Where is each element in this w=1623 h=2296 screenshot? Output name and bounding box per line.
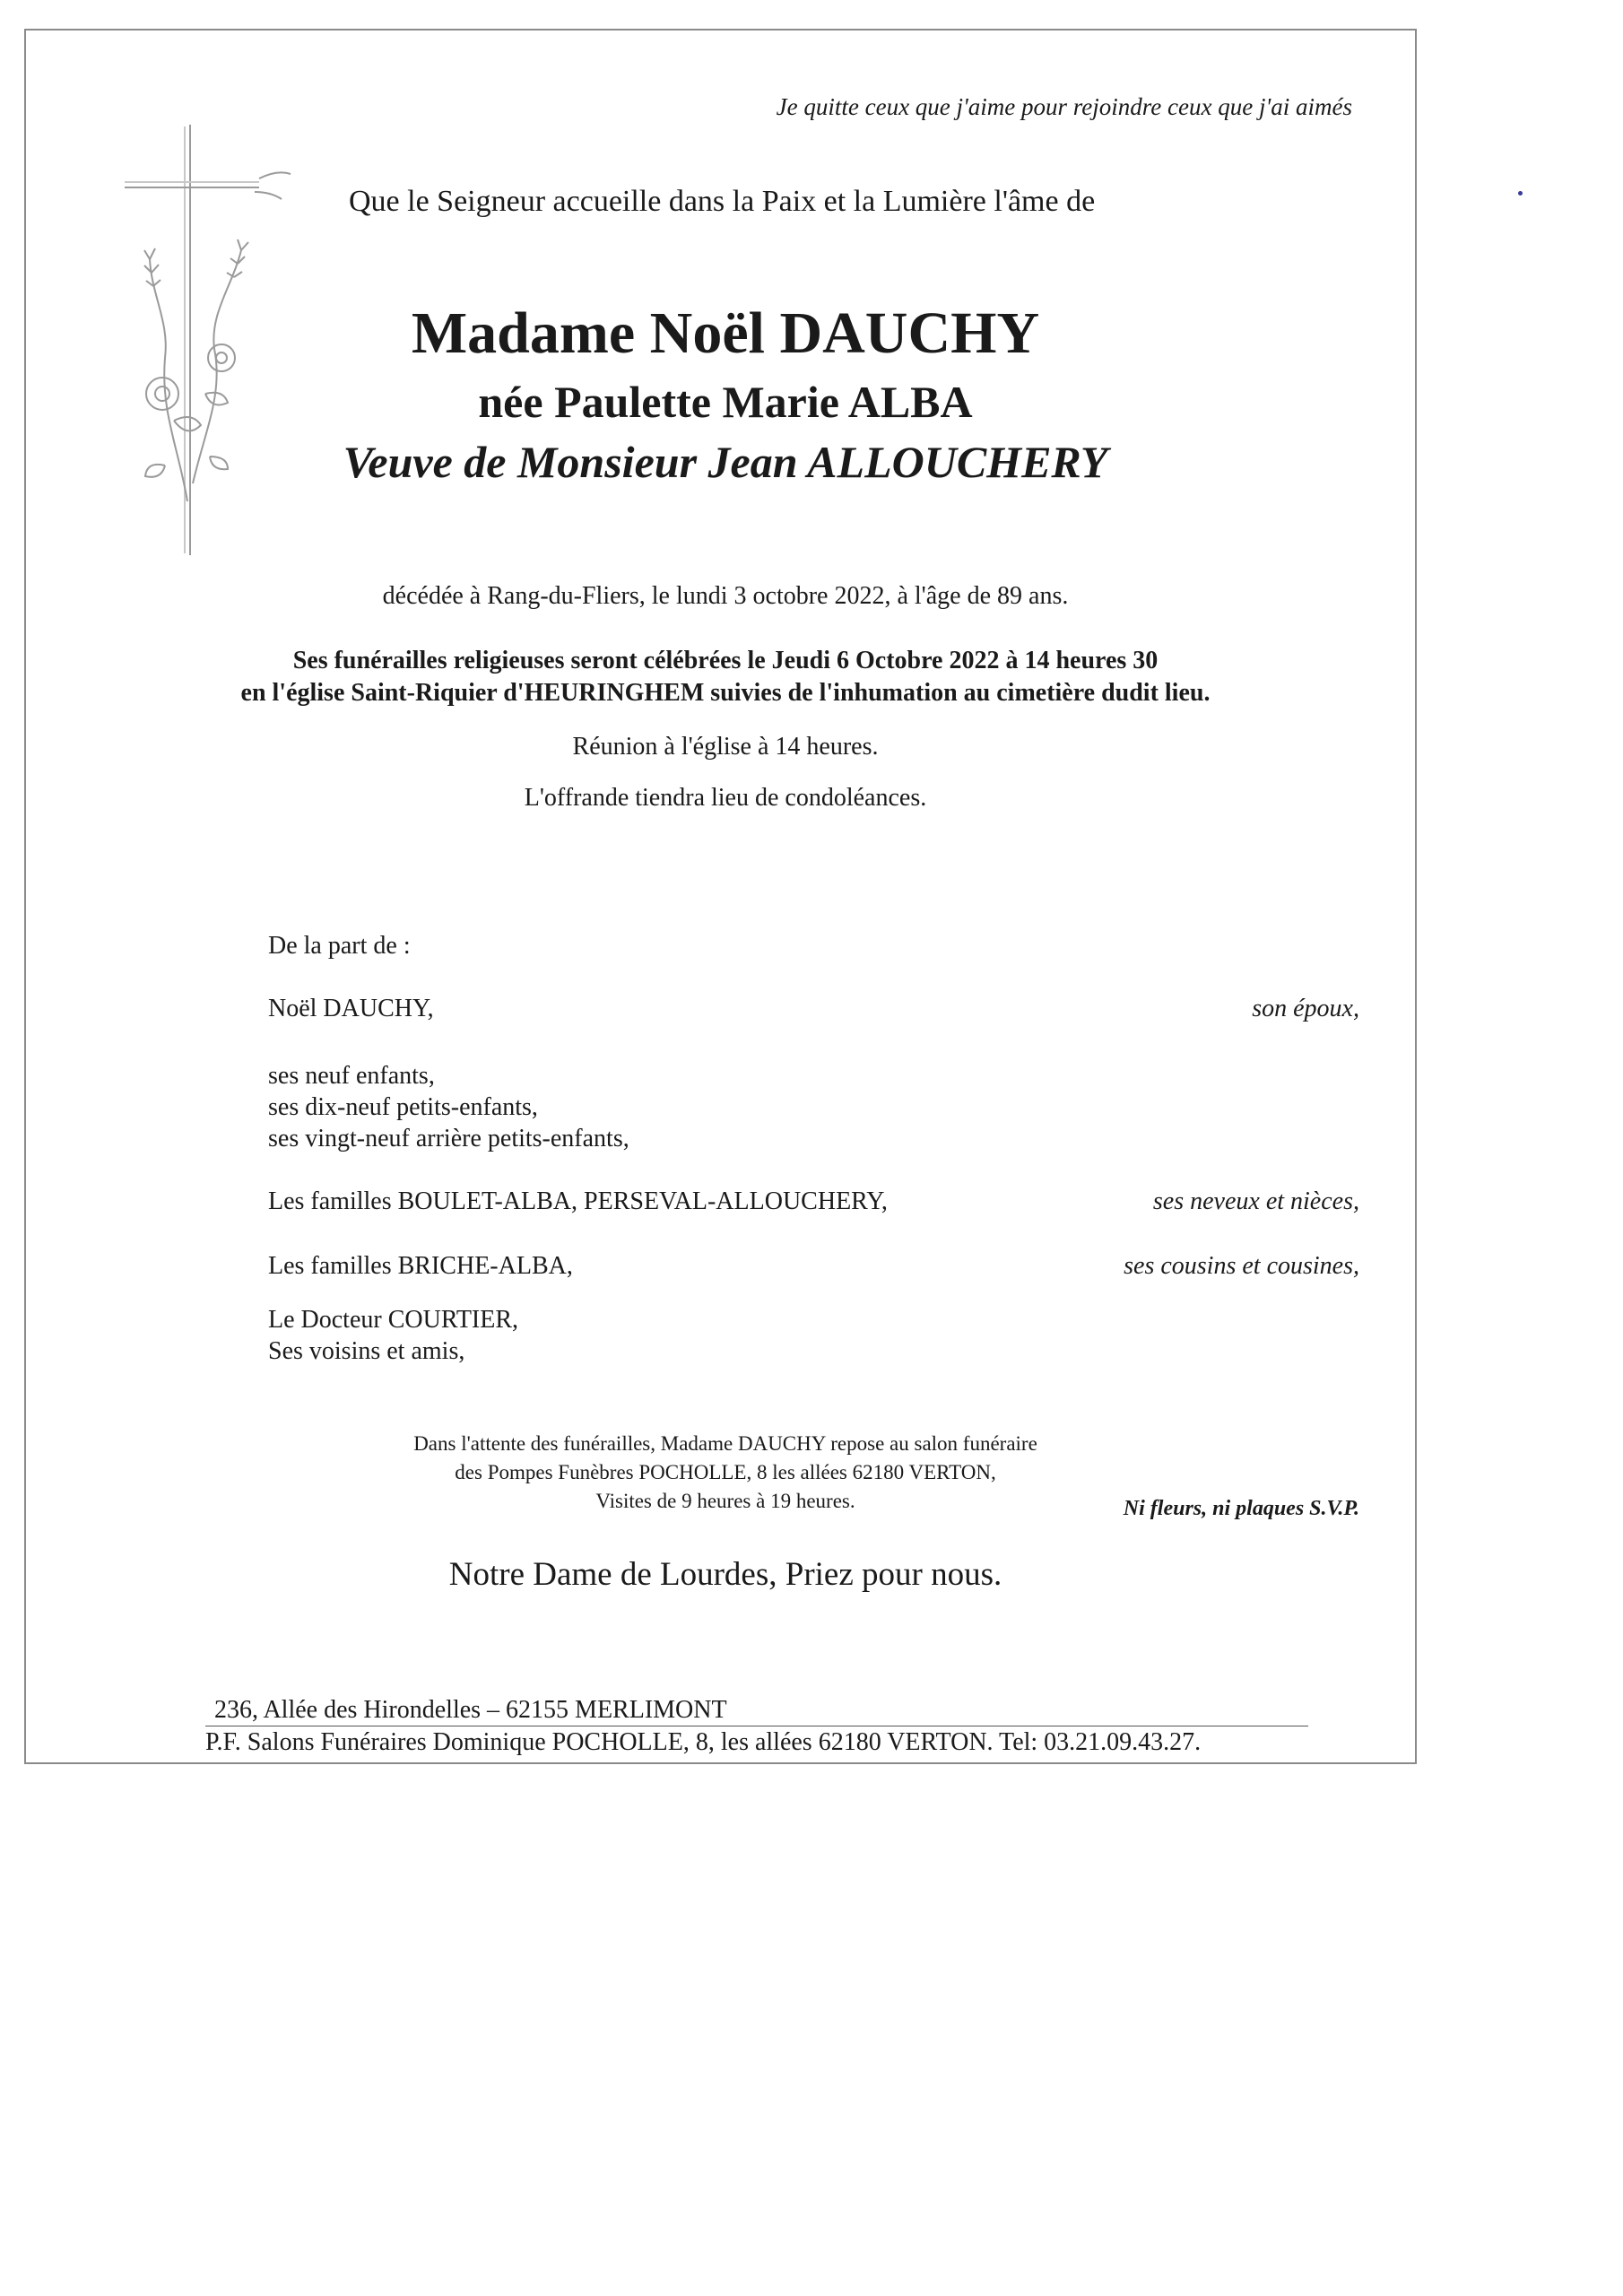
deceased-name: Madame Noël DAUCHY (411, 300, 1040, 366)
repose-line-1: Dans l'attente des funérailles, Madame DAUCHY repose au salon funéraire (413, 1432, 1037, 1455)
birth-name: née Paulette Marie ALBA (478, 377, 973, 427)
funeral-line-1: Ses funérailles religieuses seront célébrées le Jeudi 6 Octobre 2022 à 14 heures 30 (292, 647, 1159, 674)
death-notice: décédée à Rang-du-Fliers, le lundi 3 octobre 2022, à l'âge de 89 ans. (382, 582, 1069, 610)
nephews-name: Les familles BOULET-ALBA, PERSEVAL-ALLOUCHERY, (268, 1187, 888, 1215)
no-flowers-notice: Ni fleurs, ni plaques S.V.P. (1123, 1497, 1359, 1520)
widow-of: Veuve de Monsieur Jean ALLOUCHERY (343, 437, 1108, 487)
funeral-line-2: en l'église Saint-Riquier d'HEURINGHEM suivies de l'inhumation au cimetière dudit lieu. (240, 679, 1211, 707)
descendants-line: ses neuf enfants, (268, 1062, 435, 1090)
footer-funeral-home: P.F. Salons Funéraires Dominique POCHOLLE, 8, les allées 62180 VERTON. Tel: 03.21.09.43.27. (205, 1728, 1202, 1756)
others-line: Le Docteur COURTIER, (268, 1306, 519, 1334)
intro-line: Que le Seigneur accueille dans la Paix et la Lumière l'âme de (349, 185, 1096, 218)
footer-address: 236, Allée des Hirondelles – 62155 MERLIMONT (214, 1696, 727, 1724)
scan-speck (1518, 191, 1523, 196)
spouse-relation: son époux, (1252, 995, 1359, 1022)
meeting-notice: Réunion à l'église à 14 heures. (572, 733, 879, 761)
repose-line-3: Visites de 9 heures à 19 heures. (595, 1490, 855, 1512)
descendants-line: ses dix-neuf petits-enfants, (268, 1093, 538, 1121)
others-line: Ses voisins et amis, (268, 1337, 465, 1365)
prayer-line: Notre Dame de Lourdes, Priez pour nous. (448, 1556, 1002, 1593)
offering-notice: L'offrande tiendra lieu de condoléances. (524, 784, 927, 812)
notice-frame (24, 29, 1417, 1764)
family-heading: De la part de : (268, 932, 411, 960)
cousins-relation: ses cousins et cousines, (1124, 1252, 1359, 1280)
descendants-line: ses vingt-neuf arrière petits-enfants, (268, 1125, 629, 1152)
repose-line-2: des Pompes Funèbres POCHOLLE, 8 les allées 62180 VERTON, (455, 1461, 996, 1483)
cousins-name: Les familles BRICHE-ALBA, (268, 1252, 573, 1280)
nephews-relation: ses neveux et nièces, (1152, 1187, 1359, 1215)
epigraph: Je quitte ceux que j'aime pour rejoindre ceux que j'ai aimés (776, 93, 1352, 120)
spouse-name: Noël DAUCHY, (268, 995, 434, 1022)
